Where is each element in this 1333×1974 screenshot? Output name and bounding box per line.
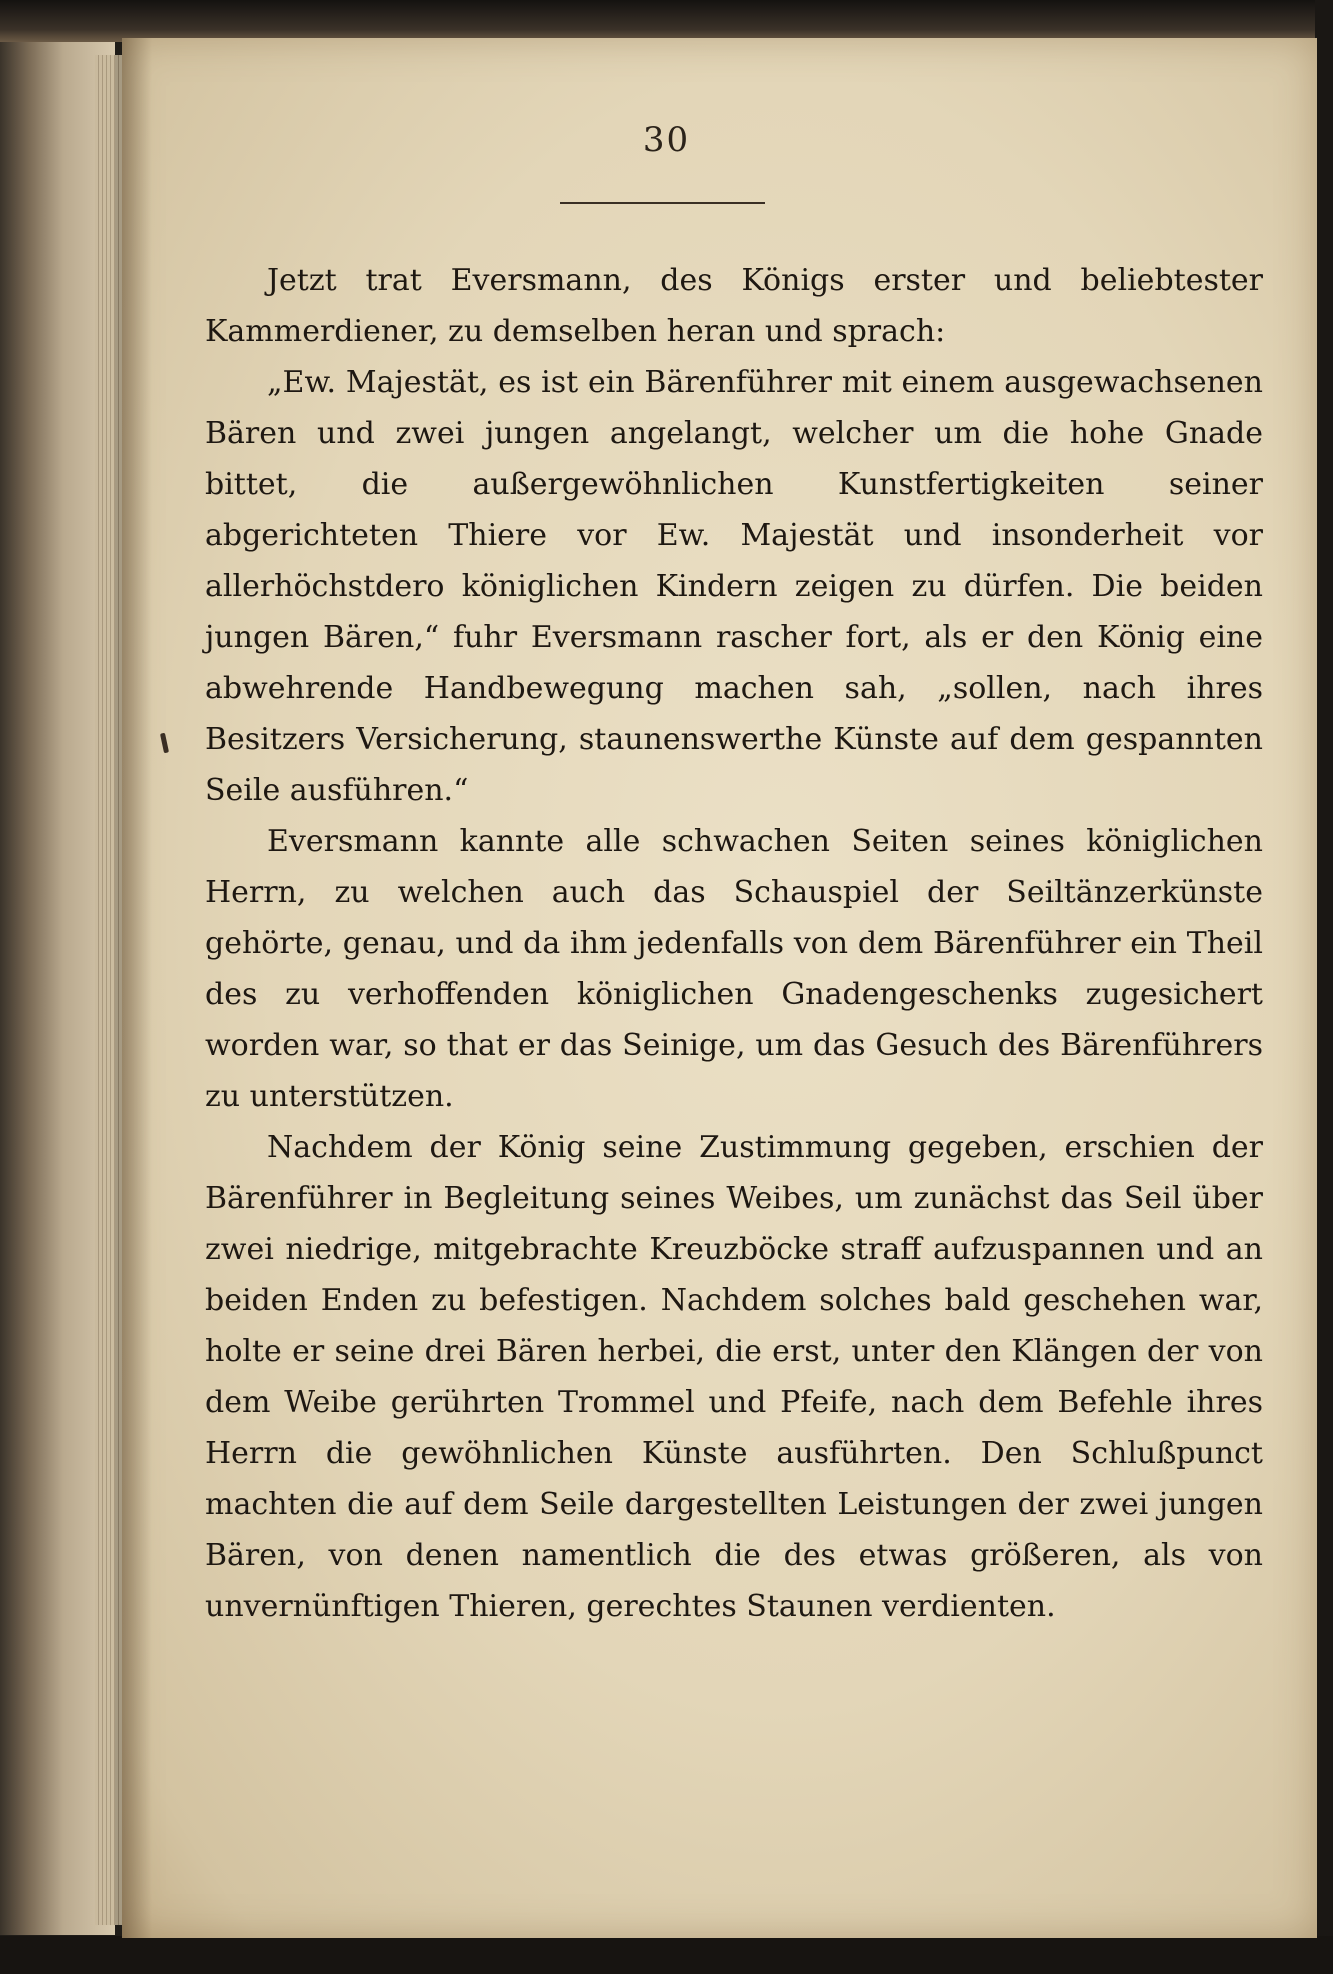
scan-bottom-border [0, 1936, 1333, 1974]
paragraph-2: „Ew. Majestät, es ist ein Bärenführer mit einem ausgewachsenen Bären und zwei jungen angelangt, welcher um die hohe Gnade bittet, die außergewöhnlichen Kunstfertigkeiten seiner abgerichteten Thiere vor Ew. Majestät und insonderheit vor allerhöchstdero königlichen Kindern zeigen zu dürfen. Die beiden jungen Bären,“ fuhr Eversmann rascher fort, als er den König eine abwehrende Handbewegung machen sah, „sollen, nach ihres Besitzers Versicherung, staunenswerthe Künste auf dem gespannten Seile ausführen.“ [205, 365, 1263, 808]
scan-right-border [1315, 0, 1333, 1974]
page-number-rule [560, 202, 765, 204]
paragraph-1: Jetzt trat Eversmann, des Königs erster und beliebtester Kammerdiener, zu demselben heran und sprach: [205, 263, 1263, 349]
body-text [205, 255, 1263, 1632]
paragraph-3: Eversmann kannte alle schwachen Seiten seines königlichen Herrn, zu welchen auch das Schauspiel der Seiltänzerkünste gehörte, genau, und da ihm jedenfalls von dem Bärenführer ein Theil des zu verhoffenden königlichen Gnadengeschenks zugesichert worden war, so that er das Seinige, um das Gesuch des Bärenführers zu unterstützen. [205, 824, 1263, 1114]
scan-top-border [0, 0, 1333, 42]
paragraph-4: Nachdem der König seine Zustimmung gegeben, erschien der Bärenführer in Begleitung seines Weibes, um zunächst das Seil über zwei niedrige, mitgebrachte Kreuzböcke straff aufzuspannen und an beiden Enden zu befestigen. Nachdem solches bald geschehen war, holte er seine drei Bären herbei, die erst, unter den Klängen der von dem Weibe gerührten Trommel und Pfeife, nach dem Befehle ihres Herrn die gewöhnlichen Künste ausführten. Den Schlußpunct machten die auf dem Seile dargestellten Leistungen der zwei jungen Bären, von denen namentlich die des etwas größeren, als von unvernünftigen Thieren, gerechtes Staunen verdienten. [205, 1130, 1263, 1624]
spine-shadow [122, 38, 152, 1938]
page-stack-edge [95, 55, 125, 1925]
page-number: 30 [642, 120, 691, 160]
